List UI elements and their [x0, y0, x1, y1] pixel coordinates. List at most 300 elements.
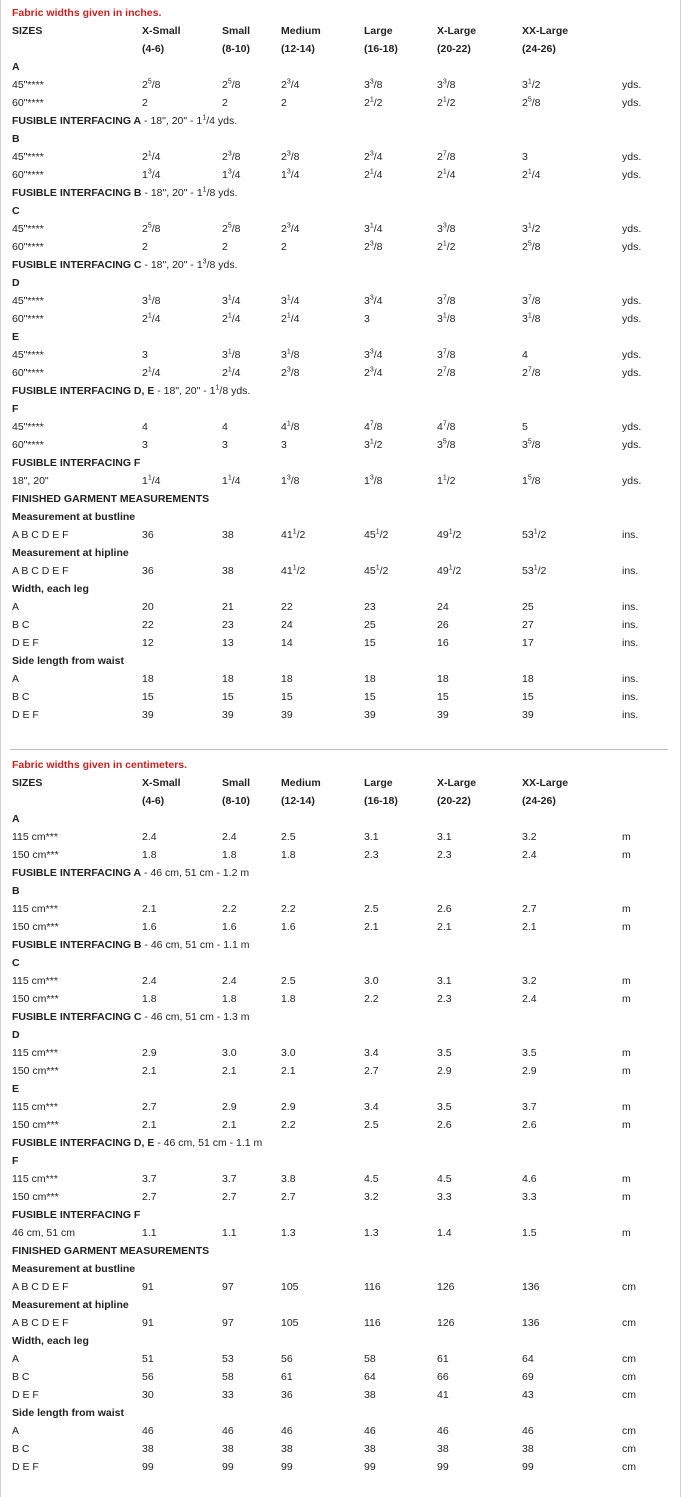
unit-label: yds. — [622, 475, 642, 487]
amount-cell: 3.3 — [522, 1191, 537, 1203]
amount-cell: 38 — [142, 1443, 154, 1455]
amount-cell: 2.2 — [281, 903, 296, 915]
amount-cell: 25 — [522, 601, 534, 613]
size-range: (4-6) — [142, 43, 165, 55]
amount-cell: 2.4 — [522, 849, 537, 861]
amount-cell: $1^1/4$ — [142, 474, 161, 487]
size-range: (12-14) — [281, 795, 315, 807]
row-heading: Measurement at hipline — [12, 1299, 129, 1311]
unit-label: ins. — [622, 529, 639, 541]
data-row — [1, 310, 681, 328]
amount-cell: 91 — [142, 1281, 154, 1293]
size-name: X-Small — [142, 777, 181, 789]
amount-cell: 22 — [142, 619, 154, 631]
row-heading: Measurement at hipline — [12, 547, 129, 559]
amount-cell: 14 — [281, 637, 293, 649]
amount-cell: 105 — [281, 1317, 299, 1329]
amount-cell: 2.2 — [364, 993, 379, 1005]
amount-cell: 53 — [222, 1353, 234, 1365]
amount-cell: 33 — [222, 1389, 234, 1401]
interfacing-amount: - 46 cm, 51 cm - 1.2 m — [141, 867, 250, 879]
data-row — [1, 166, 681, 184]
amount-cell: 2.4 — [222, 975, 237, 987]
amount-cell: 61 — [437, 1353, 449, 1365]
amount-cell: $41^1/2$ — [281, 528, 306, 541]
size-range-row — [1, 792, 681, 810]
data-row — [1, 436, 681, 454]
row-label: 45"**** — [12, 223, 44, 235]
row-label: 45"**** — [12, 151, 44, 163]
amount-cell: 46 — [522, 1425, 534, 1437]
amount-cell: 15 — [281, 691, 293, 703]
amount-cell: $45^1/2$ — [364, 564, 389, 577]
interfacing-note — [12, 382, 250, 400]
amount-cell: 56 — [281, 1353, 293, 1365]
size-name: Medium — [281, 25, 321, 37]
amount-cell: 2.4 — [522, 993, 537, 1005]
data-row — [1, 634, 681, 652]
amount-cell: 3 — [364, 313, 370, 325]
amount-cell: 36 — [281, 1389, 293, 1401]
sizes-label: SIZES — [12, 25, 43, 37]
size-range-row — [1, 40, 681, 58]
amount-cell: $1^1/2$ — [437, 474, 456, 487]
amount-cell: 17 — [522, 637, 534, 649]
data-row — [1, 1440, 681, 1458]
amount-cell: 2.1 — [142, 903, 157, 915]
row-label: D E F — [12, 637, 39, 649]
data-row — [1, 706, 681, 724]
amount-cell: $2^5/8$ — [222, 78, 241, 91]
size-name: Large — [364, 25, 393, 37]
amount-cell: 2.5 — [364, 903, 379, 915]
row-label: 60"**** — [12, 241, 44, 253]
amount-cell: 64 — [364, 1371, 376, 1383]
row-heading: A — [12, 813, 20, 825]
interfacing-label: FUSIBLE INTERFACING D, E — [12, 1137, 155, 1149]
interfacing-note — [12, 1134, 262, 1152]
unit-label: m — [622, 1119, 631, 1131]
data-row — [1, 1224, 681, 1242]
row-heading: C — [12, 957, 20, 969]
amount-cell: 1.1 — [222, 1227, 237, 1239]
unit-label: m — [622, 849, 631, 861]
amount-cell: 46 — [364, 1425, 376, 1437]
amount-cell: 1.8 — [142, 849, 157, 861]
amount-cell: $53^1/2$ — [522, 564, 547, 577]
size-range: (24-26) — [522, 795, 556, 807]
row-label: D E F — [12, 1461, 39, 1473]
amount-cell: 2.4 — [222, 831, 237, 843]
amount-cell: 15 — [222, 691, 234, 703]
amount-cell: 2.1 — [437, 921, 452, 933]
row-heading: Measurement at bustline — [12, 511, 136, 523]
size-name: XX-Large — [522, 777, 569, 789]
amount-cell: $2^5/8$ — [522, 240, 541, 253]
data-row — [1, 526, 681, 544]
amount-cell: 38 — [222, 1443, 234, 1455]
row-label: 60"**** — [12, 313, 44, 325]
amount-cell: 41 — [437, 1389, 449, 1401]
row-label: A B C D E F — [12, 529, 69, 541]
unit-label: m — [622, 903, 631, 915]
amount-cell: 2.4 — [142, 975, 157, 987]
amount-cell: 2.7 — [142, 1101, 157, 1113]
amount-cell: $1^3/4$ — [281, 168, 300, 181]
row-heading: C — [12, 205, 20, 217]
amount-cell: 24 — [437, 601, 449, 613]
data-row — [1, 364, 681, 382]
interfacing-label: FUSIBLE INTERFACING B — [12, 187, 142, 199]
unit-label: cm — [622, 1425, 636, 1437]
amount-cell: 21 — [222, 601, 234, 613]
amount-cell: 46 — [142, 1425, 154, 1437]
row-label: 45"**** — [12, 295, 44, 307]
amount-cell: 27 — [522, 619, 534, 631]
amount-cell: 4.5 — [364, 1173, 379, 1185]
amount-cell: 4 — [142, 421, 148, 433]
row-heading: B — [12, 133, 20, 145]
amount-cell: $3^7/8$ — [437, 348, 456, 361]
size-range: (20-22) — [437, 795, 471, 807]
amount-cell: 1.8 — [222, 849, 237, 861]
size-name: Medium — [281, 777, 321, 789]
size-range: (8-10) — [222, 795, 251, 807]
amount-cell: $2^1/4$ — [222, 366, 241, 379]
row-heading: D — [12, 277, 20, 289]
amount-cell: 38 — [222, 529, 234, 541]
amount-cell: 2.1 — [522, 921, 537, 933]
unit-label: cm — [622, 1443, 636, 1455]
size-range: (16-18) — [364, 43, 398, 55]
data-row — [1, 562, 681, 580]
amount-cell: 46 — [222, 1425, 234, 1437]
data-row — [1, 220, 681, 238]
unit-label: yds. — [622, 169, 642, 181]
amount-cell: 24 — [281, 619, 293, 631]
interfacing-label: FUSIBLE INTERFACING A — [12, 867, 142, 879]
row-heading: F — [12, 403, 19, 415]
amount-cell: $3^1/8$ — [222, 348, 241, 361]
amount-cell: 2.1 — [364, 921, 379, 933]
amount-cell: 2.7 — [281, 1191, 296, 1203]
amount-cell: 15 — [364, 637, 376, 649]
amount-cell: $2^5/8$ — [522, 96, 541, 109]
unit-label: yds. — [622, 295, 642, 307]
unit-label: yds. — [622, 97, 642, 109]
interfacing-amount: - 46 cm, 51 cm - 1.3 m — [141, 1011, 250, 1023]
data-row — [1, 1170, 681, 1188]
unit-label: yds. — [622, 349, 642, 361]
amount-cell: 3.8 — [281, 1173, 296, 1185]
amount-cell: 22 — [281, 601, 293, 613]
amount-cell: $3^3/8$ — [364, 78, 383, 91]
amount-cell: 99 — [222, 1461, 234, 1473]
amount-cell: 18 — [522, 673, 534, 685]
amount-cell: 2.7 — [522, 903, 537, 915]
amount-cell: 15 — [142, 691, 154, 703]
amount-cell: $3^1/8$ — [142, 294, 161, 307]
amount-cell: $2^1/2$ — [437, 240, 456, 253]
amount-cell: $2^1/2$ — [437, 96, 456, 109]
amount-cell: 126 — [437, 1317, 455, 1329]
amount-cell: 39 — [437, 709, 449, 721]
data-row — [1, 688, 681, 706]
amount-cell: 1.5 — [522, 1227, 537, 1239]
amount-cell: 38 — [437, 1443, 449, 1455]
amount-cell: 1.1 — [142, 1227, 157, 1239]
amount-cell: 3 — [142, 349, 148, 361]
amount-cell: 38 — [522, 1443, 534, 1455]
amount-cell: 58 — [222, 1371, 234, 1383]
amount-cell: 2.1 — [142, 1065, 157, 1077]
amount-cell: 39 — [142, 709, 154, 721]
row-label: 150 cm*** — [12, 1065, 59, 1077]
row-label: 115 cm*** — [12, 903, 58, 915]
data-row — [1, 846, 681, 864]
amount-cell: 3.4 — [364, 1047, 379, 1059]
row-heading: FUSIBLE INTERFACING F — [12, 1209, 141, 1221]
size-name: Large — [364, 777, 393, 789]
data-row — [1, 1116, 681, 1134]
amount-cell: 1.4 — [437, 1227, 452, 1239]
unit-label: ins. — [622, 691, 639, 703]
row-label: 60"**** — [12, 439, 44, 451]
interfacing-note — [12, 864, 249, 882]
amount-cell: 39 — [364, 709, 376, 721]
row-label: 150 cm*** — [12, 993, 59, 1005]
amount-cell: $3^1/8$ — [281, 348, 300, 361]
amount-cell: 2 — [222, 241, 228, 253]
amount-cell: $3^5/8$ — [437, 438, 456, 451]
amount-cell: 1.6 — [281, 921, 296, 933]
amount-cell: $3^1/2$ — [522, 222, 541, 235]
row-label: A — [12, 1353, 20, 1365]
amount-cell: 126 — [437, 1281, 455, 1293]
interfacing-label: FUSIBLE INTERFACING B — [12, 939, 142, 951]
size-name: Small — [222, 777, 251, 789]
row-label: A B C D E F — [12, 1317, 69, 1329]
data-row — [1, 900, 681, 918]
unit-label: yds. — [622, 79, 642, 91]
amount-cell: 4.5 — [437, 1173, 452, 1185]
amount-cell: $2^1/4$ — [364, 168, 383, 181]
unit-label: ins. — [622, 637, 639, 649]
size-name: XX-Large — [522, 25, 569, 37]
size-range: (4-6) — [142, 795, 165, 807]
amount-cell: $4^7/8$ — [437, 420, 456, 433]
data-row — [1, 238, 681, 256]
data-row — [1, 616, 681, 634]
amount-cell: 23 — [222, 619, 234, 631]
amount-cell: 18 — [142, 673, 154, 685]
unit-label: yds. — [622, 313, 642, 325]
amount-cell: 18 — [364, 673, 376, 685]
amount-cell: 2.5 — [364, 1119, 379, 1131]
amount-cell: 39 — [522, 709, 534, 721]
interfacing-label: FUSIBLE INTERFACING C — [12, 1011, 142, 1023]
row-label: 150 cm*** — [12, 1191, 59, 1203]
row-label: B C — [12, 1443, 30, 1455]
row-label: 46 cm, 51 cm — [12, 1227, 76, 1239]
amount-cell: $3^3/4$ — [364, 294, 383, 307]
row-heading: D — [12, 1029, 20, 1041]
amount-cell: $4^1/8$ — [281, 420, 300, 433]
amount-cell: $2^5/8$ — [142, 222, 161, 235]
row-label: 115 cm*** — [12, 831, 58, 843]
amount-cell: $1^5/8$ — [522, 474, 541, 487]
row-label: 150 cm*** — [12, 849, 59, 861]
unit-label: m — [622, 1101, 631, 1113]
row-heading: E — [12, 331, 20, 343]
unit-label: yds. — [622, 223, 642, 235]
amount-cell: 99 — [142, 1461, 154, 1473]
amount-cell: 2.7 — [364, 1065, 379, 1077]
amount-cell: 30 — [142, 1389, 154, 1401]
amount-cell: 4 — [522, 349, 528, 361]
amount-cell: $3^1/4$ — [364, 222, 383, 235]
amount-cell: $3^7/8$ — [522, 294, 541, 307]
amount-cell: $1^1/4$ — [222, 474, 241, 487]
amount-cell: 69 — [522, 1371, 534, 1383]
unit-label: yds. — [622, 421, 642, 433]
amount-cell: 2.3 — [437, 993, 452, 1005]
amount-cell: 2.3 — [364, 849, 379, 861]
amount-cell: $1^3/4$ — [142, 168, 161, 181]
amount-cell: $2^1/4$ — [222, 312, 241, 325]
row-heading: FUSIBLE INTERFACING F — [12, 457, 141, 469]
amount-cell: $2^3/8$ — [364, 240, 383, 253]
amount-cell: 3.1 — [364, 831, 379, 843]
data-row — [1, 1278, 681, 1296]
row-heading: Width, each leg — [12, 583, 89, 595]
unit-label: ins. — [622, 565, 639, 577]
amount-cell: $3^3/8$ — [437, 222, 456, 235]
amount-cell: 2.1 — [281, 1065, 296, 1077]
data-row — [1, 670, 681, 688]
amount-cell: 105 — [281, 1281, 299, 1293]
amount-cell: $2^3/8$ — [281, 366, 300, 379]
amount-cell: 46 — [281, 1425, 293, 1437]
data-row — [1, 972, 681, 990]
row-label: A B C D E F — [12, 565, 69, 577]
amount-cell: 1.6 — [142, 921, 157, 933]
unit-label: m — [622, 1047, 631, 1059]
amount-cell: $3^5/8$ — [522, 438, 541, 451]
unit-label: m — [622, 831, 631, 843]
amount-cell: 18 — [222, 673, 234, 685]
amount-cell: 39 — [222, 709, 234, 721]
interfacing-amount: - 18", 20" - $1^3/8$ yds. — [141, 258, 238, 271]
amount-cell: 1.8 — [281, 849, 296, 861]
amount-cell: $2^1/4$ — [437, 168, 456, 181]
data-row — [1, 990, 681, 1008]
amount-cell: $3^1/4$ — [281, 294, 300, 307]
amount-cell: 2 — [281, 97, 287, 109]
unit-label: m — [622, 1173, 631, 1185]
amount-cell: 36 — [142, 565, 154, 577]
amount-cell: 43 — [522, 1389, 534, 1401]
amount-cell: $2^3/4$ — [281, 222, 300, 235]
amount-cell: 1.3 — [364, 1227, 379, 1239]
amount-cell: 116 — [364, 1281, 381, 1293]
interfacing-amount: - 18", 20" - $1^1/4$ yds. — [141, 114, 238, 127]
data-row — [1, 1350, 681, 1368]
amount-cell: 2.3 — [437, 849, 452, 861]
unit-label: m — [622, 1065, 631, 1077]
unit-label: m — [622, 993, 631, 1005]
interfacing-note — [12, 256, 238, 274]
amount-cell: $2^7/8$ — [522, 366, 541, 379]
amount-cell: 3 — [281, 439, 287, 451]
amount-cell: 56 — [142, 1371, 154, 1383]
row-label: D E F — [12, 1389, 39, 1401]
amount-cell: 2 — [281, 241, 287, 253]
unit-label: cm — [622, 1353, 636, 1365]
amount-cell: 2.4 — [142, 831, 157, 843]
amount-cell: 23 — [364, 601, 376, 613]
amount-cell: 2.9 — [522, 1065, 537, 1077]
amount-cell: $3^1/2$ — [522, 78, 541, 91]
data-row — [1, 1422, 681, 1440]
amount-cell: 2.1 — [222, 1119, 237, 1131]
row-label: 115 cm*** — [12, 975, 58, 987]
unit-label: ins. — [622, 709, 639, 721]
amount-cell: $2^1/4$ — [522, 168, 541, 181]
amount-cell: 136 — [522, 1317, 540, 1329]
interfacing-amount: - 46 cm, 51 cm - 1.1 m — [141, 939, 250, 951]
amount-cell: $1^3/8$ — [281, 474, 300, 487]
amount-cell: 26 — [437, 619, 449, 631]
amount-cell: 15 — [437, 691, 449, 703]
unit-label: cm — [622, 1317, 636, 1329]
amount-cell: 38 — [222, 565, 234, 577]
amount-cell: 3 — [222, 439, 228, 451]
amount-cell: 3.0 — [364, 975, 379, 987]
amount-cell: 99 — [522, 1461, 534, 1473]
size-range: (24-26) — [522, 43, 556, 55]
amount-cell: 2.5 — [281, 831, 296, 843]
amount-cell: 99 — [437, 1461, 449, 1473]
amount-cell: 38 — [364, 1443, 376, 1455]
row-label: A — [12, 1425, 20, 1437]
row-label: 115 cm*** — [12, 1101, 58, 1113]
interfacing-label: FUSIBLE INTERFACING C — [12, 259, 142, 271]
size-name: X-Small — [142, 25, 181, 37]
amount-cell: 2 — [222, 97, 228, 109]
amount-cell: 2.7 — [142, 1191, 157, 1203]
data-row — [1, 346, 681, 364]
amount-cell: 15 — [364, 691, 376, 703]
size-range: (8-10) — [222, 43, 251, 55]
row-heading: B — [12, 885, 20, 897]
amount-cell: $3^3/4$ — [364, 348, 383, 361]
amount-cell: $1^3/4$ — [222, 168, 241, 181]
row-heading: A — [12, 61, 20, 73]
amount-cell: 4 — [222, 421, 228, 433]
amount-cell: $3^1/8$ — [522, 312, 541, 325]
amount-cell: 3.3 — [437, 1191, 452, 1203]
amount-cell: 1.8 — [222, 993, 237, 1005]
row-label: 150 cm*** — [12, 1119, 59, 1131]
data-row — [1, 1368, 681, 1386]
amount-cell: 20 — [142, 601, 154, 613]
data-row — [1, 828, 681, 846]
amount-cell: 3.7 — [222, 1173, 237, 1185]
amount-cell: 58 — [364, 1353, 376, 1365]
amount-cell: 91 — [142, 1317, 154, 1329]
row-heading: E — [12, 1083, 20, 1095]
